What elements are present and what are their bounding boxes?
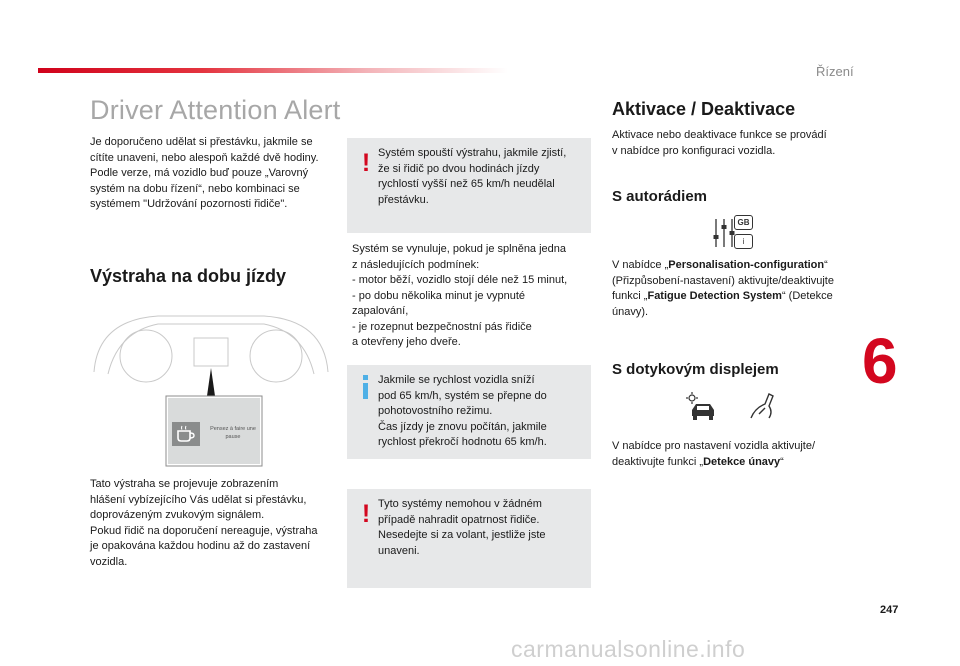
touch-function-name: Detekce únavy: [703, 455, 781, 468]
info-icon: [359, 375, 373, 401]
info-note: [347, 365, 591, 459]
chapter-number: 6: [862, 325, 898, 397]
vehicle-settings-icon: [686, 392, 720, 422]
reset-conditions: Systém se vynuluje, pokud je splněna jedna z následujících podmínek: - motor běží, vozidlo stojí déle než 15 minut, - po dobu několika minut je vypnuté zapalování, - je rozepnut bezpečnostní pás řidiče a otevřeny jeho dveře.: [352, 243, 568, 348]
radio-function-name: Fatigue Detection System: [647, 290, 782, 302]
touch-instructions: V nabídce pro nastavení vozidla aktivujte/ deaktivujte funkci „Detekce únavy“: [612, 440, 816, 468]
touch-heading: S dotykovým displejem: [612, 361, 779, 378]
page-title: Driver Attention Alert: [90, 95, 341, 125]
header-accent-bar: [38, 68, 508, 73]
warning-exclamation-icon: !: [361, 149, 371, 177]
language-badge: GB: [734, 215, 753, 230]
warning-note-2-text: Tyto systémy nemohou v žádném případě nahradit opatrnost řidiče. Nesedejte si za volant, jestliže jste unaveni.: [378, 498, 546, 557]
display-message: Pensez à faire une pause: [210, 426, 256, 440]
section-label: Řízení: [816, 64, 854, 79]
driving-time-text: Tato výstraha se projevuje zobrazením hlášení vybízejícího Vás udělat si přestávku, doprovázeným zvukovým signálem. Pokud řidič na doporučení nereaguje, výstraha je opakována každou hodinu až do zastavení vozidla.: [90, 478, 318, 568]
activation-heading: Aktivace / Deaktivace: [612, 99, 796, 119]
info-note-text: Jakmile se rychlost vozidla sníží pod 65 km/h, systém se přepne do pohotovostního režimu. Čas jízdy je znovu počítán, jakmile rychlost překročí hodnotu 65 km/h.: [378, 374, 547, 448]
steering-touch-icon: [747, 390, 777, 422]
radio-heading: S autorádiem: [612, 188, 708, 205]
page-number: 247: [880, 604, 899, 616]
settings-sliders-icon: [712, 215, 752, 249]
activation-text: Aktivace nebo deaktivace funkce se provádí v nabídce pro konfiguraci vozidla.: [612, 129, 827, 157]
driving-time-heading: Výstraha na dobu jízdy: [90, 266, 287, 286]
dashboard-display: [168, 398, 264, 468]
radio-menu-name: Personalisation-configuration: [668, 259, 825, 271]
warning-exclamation-icon: !: [361, 500, 371, 528]
warning-note-1-text: Systém spouští výstrahu, jakmile zjistí, že si řidič po dvou hodinách jízdy rychlostí vyšší než 65 km/h neudělal přestávku.: [378, 147, 567, 206]
warning-note-1: [347, 138, 591, 233]
intro-paragraph: Je doporučeno udělat si přestávku, jakmile se cítíte unaveni, nebo alespoň každé dvě hodiny. Podle verze, má vozidlo buď pouze „Varovný systém na dobu řízení“, nebo kombinaci se systémem "Udržování pozornosti řidiče".: [90, 136, 319, 210]
warning-note-2: [347, 489, 591, 588]
radio-instructions: V nabídce „Personalisation-configuration“ (Přizpůsobení-nastavení) aktivujte/deaktivujte funkci „Fatigue Detection System“ (Detekce únavy).: [612, 259, 834, 318]
info-badge: i: [734, 234, 753, 249]
watermark: carmanualsonline.info: [511, 636, 746, 662]
coffee-cup-icon: [172, 422, 200, 446]
